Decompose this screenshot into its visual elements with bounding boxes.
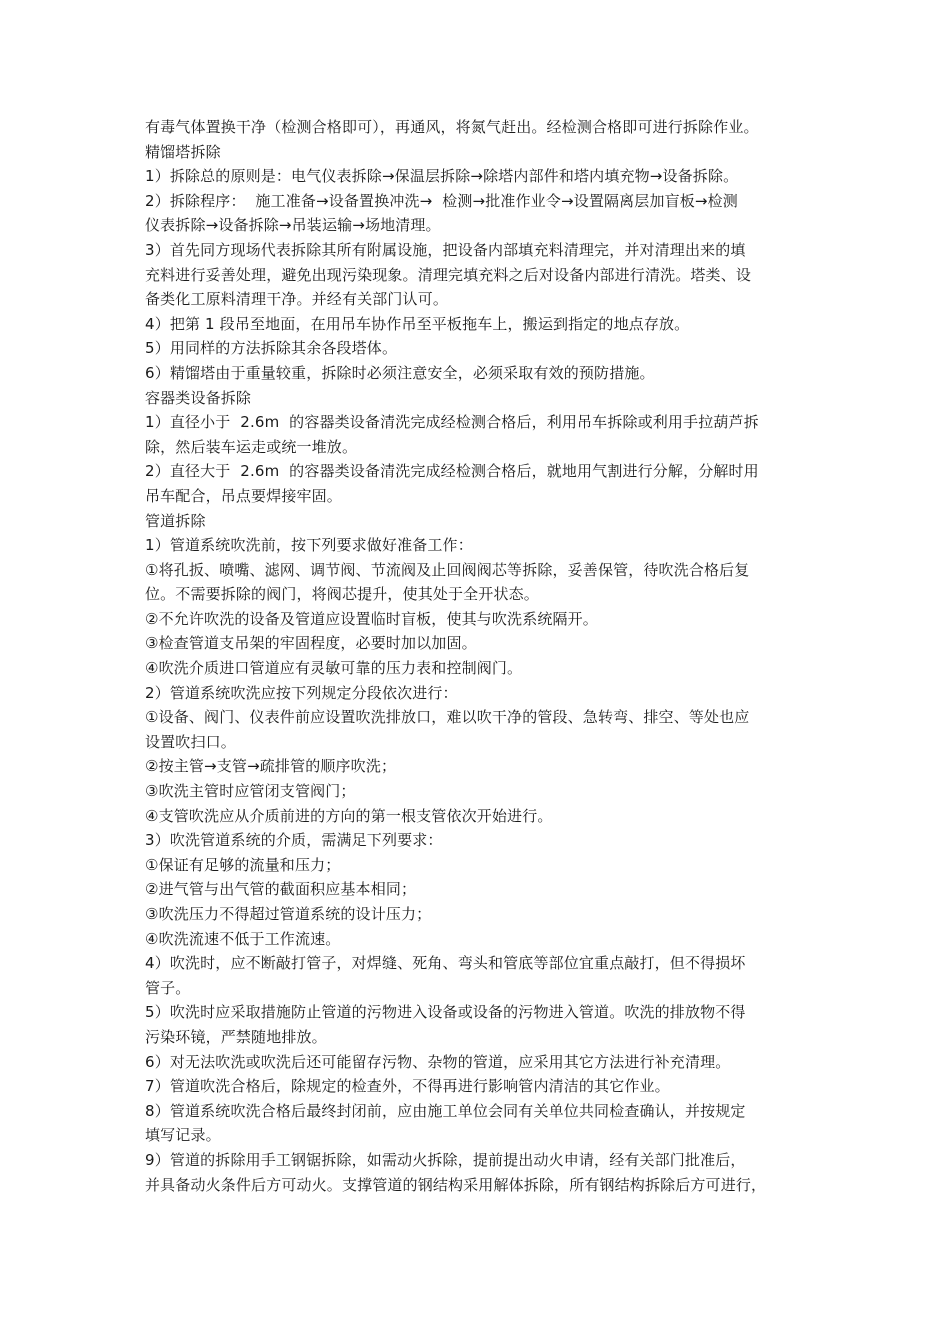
text-line: ②按主管→支管→疏排管的顺序吹洗； [145, 757, 397, 776]
text-line: 备类化工原料清理干净。并经有关部门认可。 [145, 290, 449, 309]
text-line: 6）对无法吹洗或吹洗后还可能留存污物、杂物的管道，应采用其它方法进行补充清理。 [145, 1052, 731, 1071]
text-line: ④吹洗介质进口管道应有灵敏可靠的压力表和控制阀门。 [145, 659, 523, 678]
text-line: 6）精馏塔由于重量较重，拆除时必须注意安全，必须采取有效的预防措施。 [145, 363, 655, 382]
text-line: 管子。 [145, 978, 191, 997]
text-line: 3）吹洗管道系统的介质，需满足下列要求： [145, 831, 443, 850]
text-line: ③吹洗主管时应管闭支管阀门； [145, 782, 356, 801]
text-line: 1）直径小于 2.6m 的容器类设备清洗完成经检测合格后，利用吊车拆除或利用手拉葫芦拆 [145, 413, 759, 432]
text-line: 吊车配合，吊点要焊接牢固。 [145, 486, 342, 505]
text-line: 2）管道系统吹洗应按下列规定分段依次进行： [145, 683, 458, 702]
text-line: 9）管道的拆除用手工钢锯拆除，如需动火拆除，提前提出动火申请，经有关部门批准后， [145, 1150, 746, 1169]
text-line: 位。不需要拆除的阀门，将阀芯提升，使其处于全开状态。 [145, 585, 539, 604]
text-line: 5）吹洗时应采取措施防止管道的污物进入设备或设备的污物进入管道。吹洗的排放物不得 [145, 1003, 746, 1022]
text-line: ③检查管道支吊架的牢固程度，必要时加以加固。 [145, 634, 477, 653]
text-line: ①保证有足够的流量和压力； [145, 855, 341, 874]
text-line: ④支管吹洗应从介质前进的方向的第一根支管依次开始进行。 [145, 806, 553, 825]
text-line: 仪表拆除→设备拆除→吊装运输→场地清理。 [145, 216, 441, 235]
text-line: ①设备、阀门、仪表件前应设置吹洗排放口，难以吹干净的管段、急转弯、排空、等处也应 [145, 708, 750, 727]
text-line: ①将孔扳、喷嘴、滤网、调节阀、节流阀及止回阀阀芯等拆除，妥善保管，待吹洗合格后复 [145, 560, 750, 579]
section-heading: 精馏塔拆除 [145, 142, 221, 161]
section-heading: 容器类设备拆除 [145, 388, 252, 407]
text-line: 8）管道系统吹洗合格后最终封闭前，应由施工单位会同有关单位共同检查确认，并按规定 [145, 1101, 746, 1120]
text-line: 1）管道系统吹洗前，按下列要求做好准备工作： [145, 536, 473, 555]
text-line: 2）拆除程序： 施工准备→设备置换冲洗→ 检测→批准作业令→设置隔离层加盲板→检测 [145, 191, 738, 210]
text-line: 设置吹扫口。 [145, 732, 236, 751]
text-line: ④吹洗流速不低于工作流速。 [145, 929, 341, 948]
text-line: 并具备动火条件后方可动火。支撑管道的钢结构采用解体拆除，所有钢结构拆除后方可进行， [145, 1175, 767, 1194]
text-line: 充料进行妥善处理，避免出现污染现象。清理完填充料之后对设备内部进行清洗。塔类、设 [145, 265, 752, 284]
text-line: 污染环镜，严禁随地排放。 [145, 1027, 327, 1046]
text-line: ②进气管与出气管的截面积应基本相同； [145, 880, 417, 899]
document-body [145, 115, 813, 1197]
text-line: 4）把第 1 段吊至地面，在用吊车协作吊至平板拖车上，搬运到指定的地点存放。 [145, 314, 690, 333]
text-line: 5）用同样的方法拆除其余各段塔体。 [145, 339, 398, 358]
text-line: ②不允许吹洗的设备及管道应设置临时盲板，使其与吹洗系统隔开。 [145, 609, 598, 628]
text-line: 3）首先同方现场代表拆除其所有附属设施，把设备内部填充料清理完，并对清理出来的填 [145, 240, 746, 259]
text-line: 有毒气体置换干净（检测合格即可），再通风，将氮气赶出。经检测合格即可进行拆除作业。 [145, 118, 759, 136]
text-line: 填写记录。 [145, 1126, 221, 1145]
text-line: 除，然后装车运走或统一堆放。 [145, 437, 358, 456]
text-line: 4）吹洗时，应不断敲打管子，对焊缝、死角、弯头和管底等部位宜重点敲打，但不得损坏 [145, 954, 746, 973]
text-line: 7）管道吹洗合格后，除规定的检查外，不得再进行影响管内清洁的其它作业。 [145, 1077, 670, 1096]
text-line: 1）拆除总的原则是：电气仪表拆除→保温层拆除→除塔内部件和塔内填充物→设备拆除。 [145, 167, 739, 186]
text-line: 2）直径大于 2.6m 的容器类设备清洗完成经检测合格后，就地用气割进行分解，分解时用 [145, 462, 759, 481]
text-line: ③吹洗压力不得超过管道系统的设计压力； [145, 905, 432, 923]
section-heading: 管道拆除 [145, 511, 206, 530]
